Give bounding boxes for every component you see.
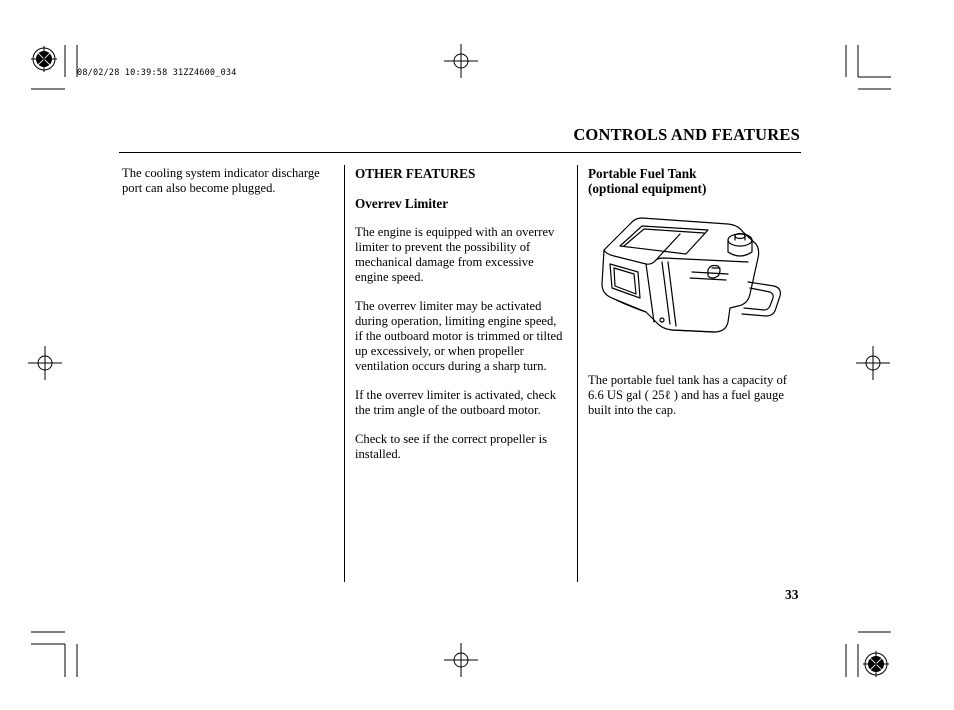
overrev-limiter-heading: Overrev Limiter bbox=[355, 196, 449, 211]
fuel-tank-caption: The portable fuel tank has a capacity of 6.6 US gal ( 25ℓ ) and has a fuel gauge built into the cap. bbox=[588, 373, 787, 417]
starburst-target-bottom-right bbox=[863, 651, 889, 677]
left-column-text: The cooling system indicator discharge port can also become plugged. bbox=[122, 166, 320, 195]
starburst-target-top-left bbox=[31, 46, 57, 72]
registration-crosshair-top bbox=[444, 44, 478, 78]
section-title: CONTROLS AND FEATURES bbox=[573, 125, 800, 144]
fuel-tank-heading: Portable Fuel Tank bbox=[588, 166, 697, 181]
right-column-caption bbox=[588, 373, 803, 432]
middle-column bbox=[355, 166, 567, 476]
paragraph: The engine is equipped with an overrev limiter to prevent the possibility of mechanical damage from excessive engine speed. bbox=[355, 225, 555, 284]
registration-crosshair-left bbox=[28, 346, 62, 380]
page-number: 33 bbox=[785, 587, 799, 602]
column-divider-1 bbox=[344, 165, 345, 582]
other-features-heading: OTHER FEATURES bbox=[355, 166, 476, 181]
left-column bbox=[122, 166, 327, 210]
header-rule bbox=[119, 152, 801, 153]
portable-fuel-tank-illustration bbox=[598, 212, 786, 344]
paragraph: If the overrev limiter is activated, check the trim angle of the outboard motor. bbox=[355, 388, 557, 417]
paragraph: The overrev limiter may be activated during operation, limiting engine speed, if the outboard motor is trimmed or tilted up excessively, or when propeller ventilation occurs during a sharp turn. bbox=[355, 299, 563, 373]
paragraph: Check to see if the correct propeller is installed. bbox=[355, 432, 547, 461]
registration-crosshair-right bbox=[856, 346, 890, 380]
print-timestamp: 08/02/28 10:39:58 31ZZ4600_034 bbox=[77, 68, 237, 78]
column-divider-2 bbox=[577, 165, 578, 582]
fuel-tank-subheading: (optional equipment) bbox=[588, 181, 707, 196]
registration-crosshair-bottom bbox=[444, 643, 478, 677]
right-column bbox=[588, 166, 803, 196]
